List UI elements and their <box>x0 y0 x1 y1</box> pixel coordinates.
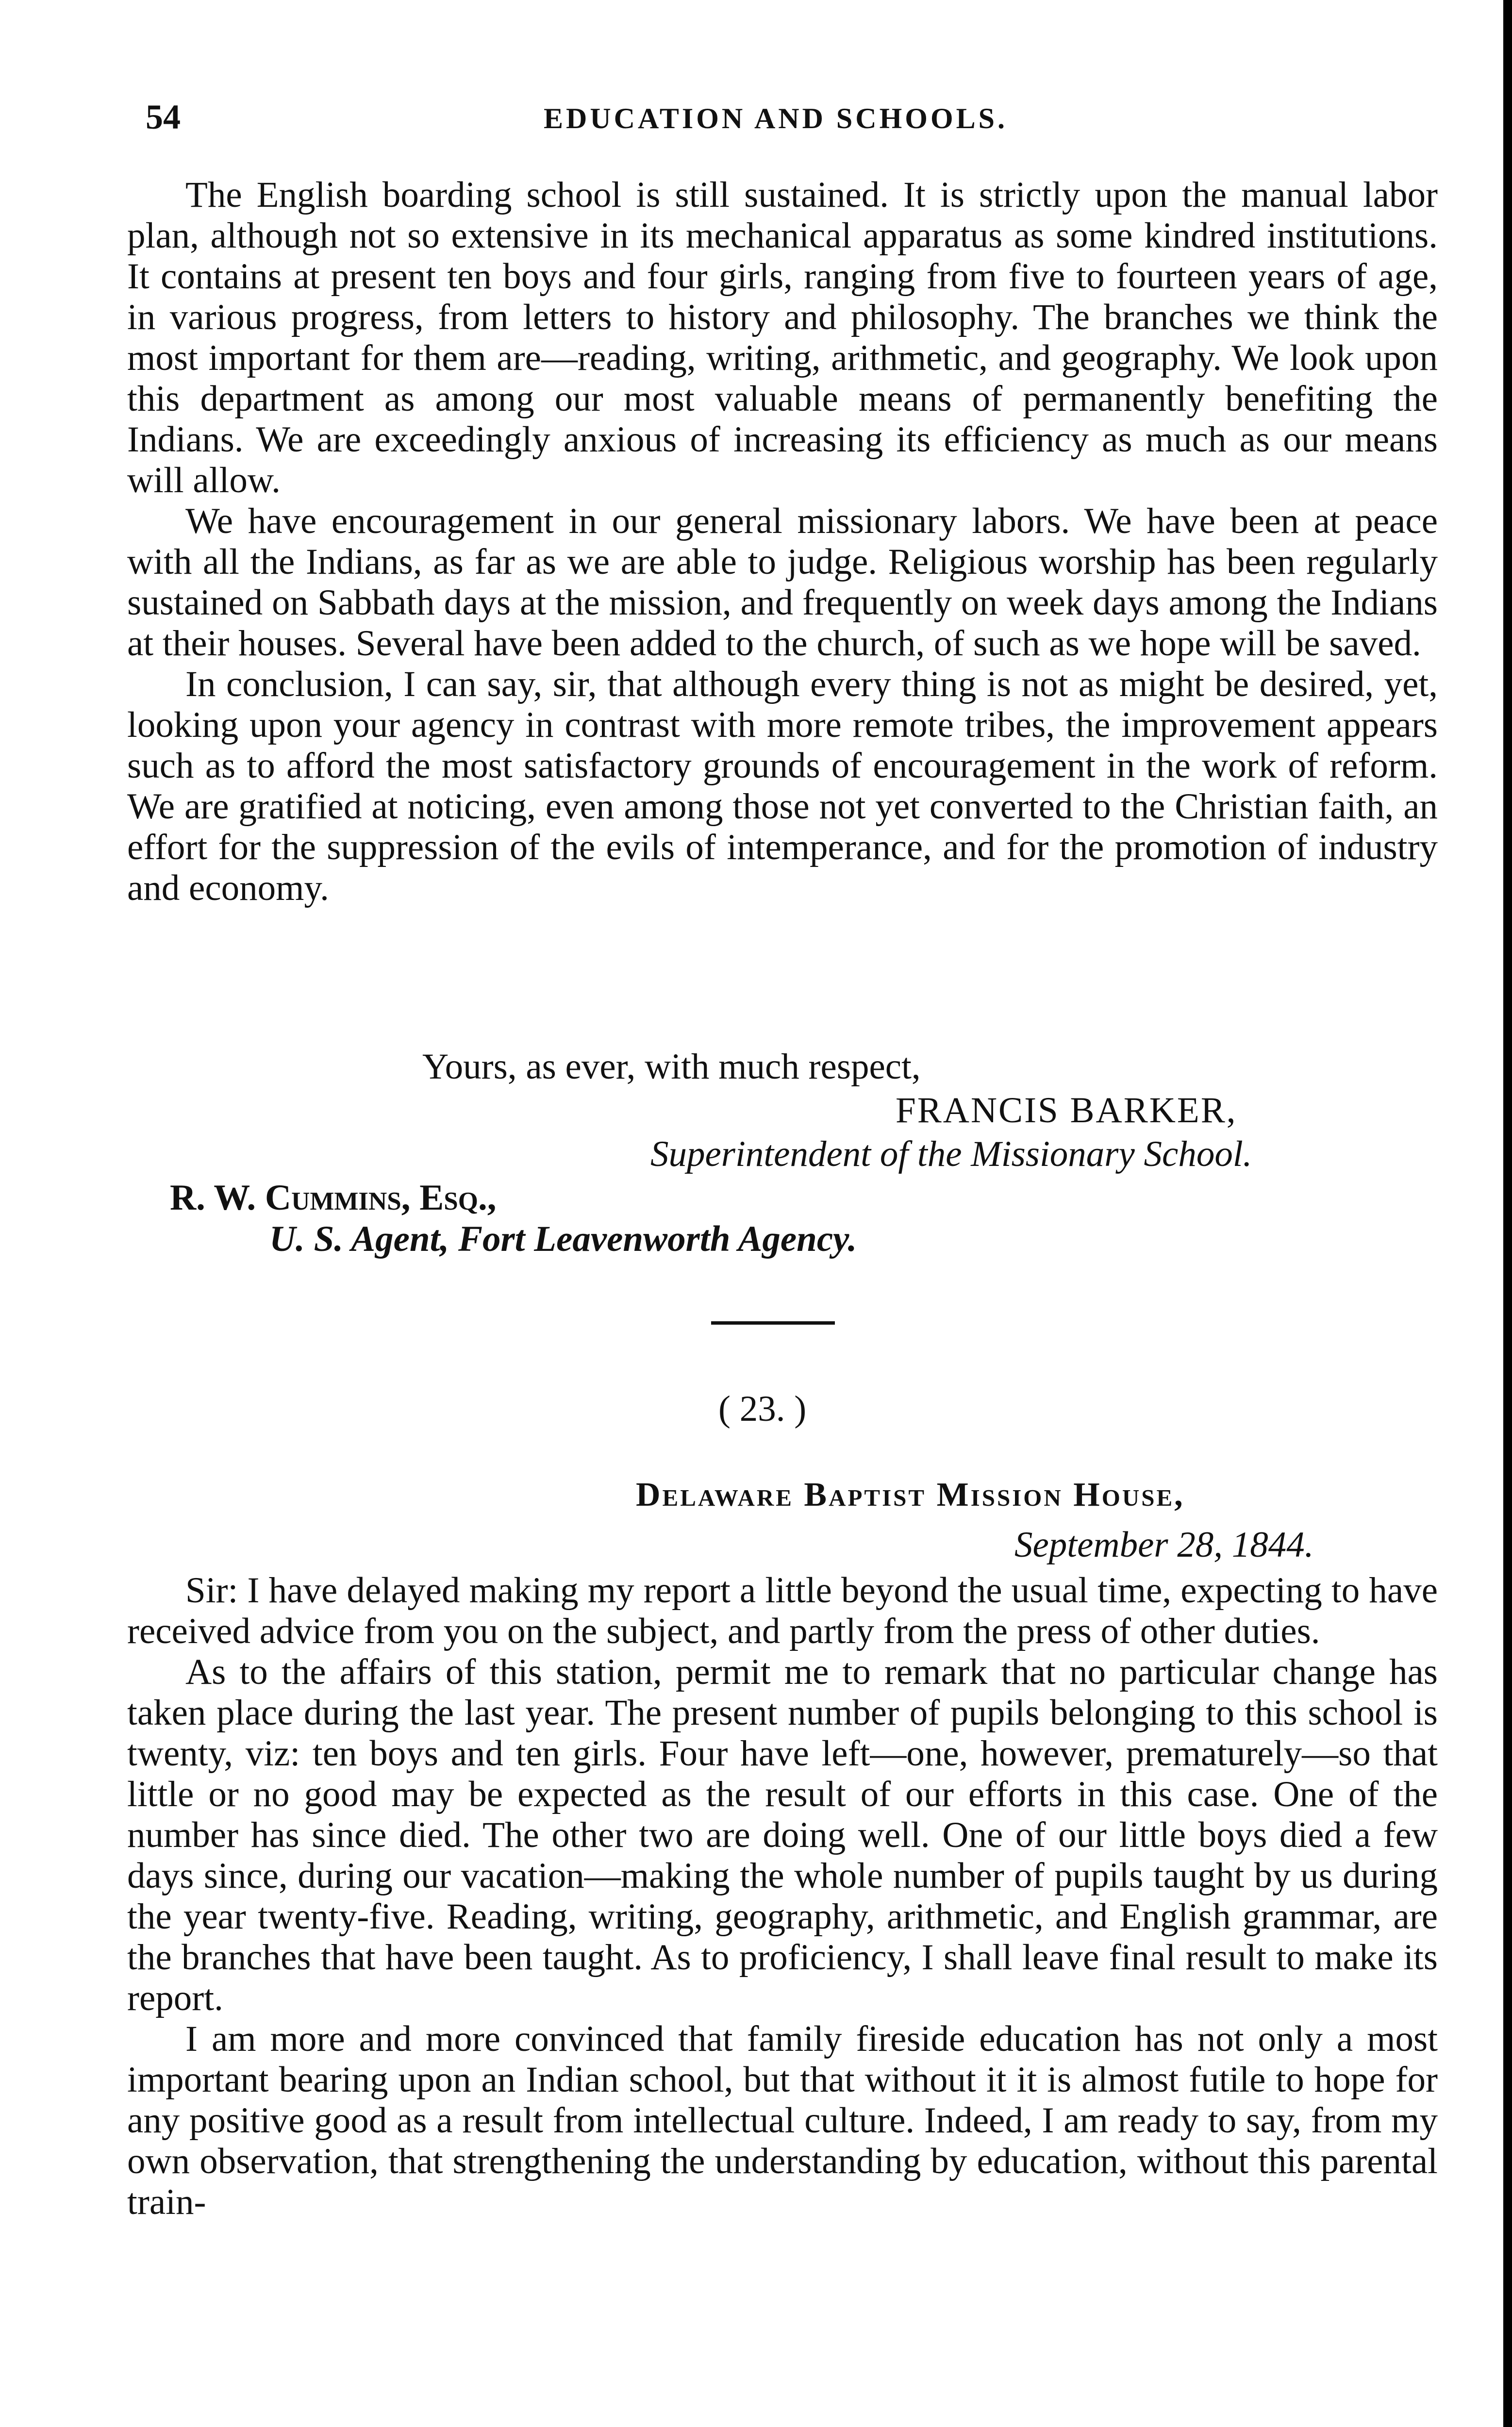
paragraph: As to the affairs of this station, permit me to remark that no particular change has taken place during the last year. The present number of pupils belonging to this school is twenty, viz: ten boys and ten girls. Four have left—one, however, prematurely—so that little or no good may be expected as the result of our efforts in this case. One of the number has since died. The other two are doing well. One of our little boys died a few days since, during our vacation—making the whole number of pupils taught by us during the year twenty-five. Reading, writing, geography, arithmetic, and English grammar, are the branches that have been taught. As to proficiency, I shall leave final result to make its report. <box>127 1652 1438 2018</box>
letter-signoff: Yours, as ever, with much respect, <box>422 1047 921 1087</box>
document-number: ( 23. ) <box>718 1389 807 1429</box>
addressee-title: U. S. Agent, Fort Leavenworth Agency. <box>269 1219 857 1259</box>
letter-place: Delaware Baptist Mission House, <box>636 1476 1185 1513</box>
running-head: EDUCATION AND SCHOOLS. <box>544 102 1008 134</box>
paragraph: Sir: I have delayed making my report a little beyond the usual time, expecting to have received advice from you on the subject, and partly from the press of other duties. <box>127 1570 1438 1651</box>
addressee-name: R. W. Cummins, Esq., <box>170 1178 497 1218</box>
scan-edge-right <box>1503 0 1512 2427</box>
letter-one-body <box>127 175 1438 909</box>
section-divider <box>711 1321 835 1325</box>
page-number: 54 <box>146 98 181 136</box>
paragraph: I am more and more convinced that family fireside education has not only a most important bearing upon an Indian school, but that without it it is almost futile to hope for any positive good as a result from intellectual culture. Indeed, I am ready to say, from my own observation, that strengthening the understanding by education, without this parental train- <box>127 2019 1438 2222</box>
signature-title: Superintendent of the Missionary School. <box>650 1134 1252 1174</box>
signature-name: FRANCIS BARKER, <box>896 1090 1237 1130</box>
letter-two-body <box>127 1570 1438 2223</box>
paragraph: We have encouragement in our general missionary labors. We have been at peace with all the Indians, as far as we are able to judge. Religious worship has been regularly sustained on Sabbath days at the mission, and frequently on week days among the Indians at their houses. Several have been added to the church, of such as we hope will be saved. <box>127 501 1438 664</box>
paragraph: In conclusion, I can say, sir, that although every thing is not as might be desired, yet, looking upon your agency in contrast with more remote tribes, the improvement appears such as to afford the most satisfactory grounds of encouragement in the work of reform. We are gratified at noticing, even among those not yet converted to the Christian faith, an effort for the suppression of the evils of intemperance, and for the promotion of industry and economy. <box>127 664 1438 908</box>
paragraph: The English boarding school is still sustained. It is strictly upon the manual labor plan, although not so extensive in its mechanical apparatus as some kindred institutions. It contains at present ten boys and four girls, ranging from five to fourteen years of age, in various progress, from letters to history and philosophy. The branches we think the most important for them are—reading, writing, arithmetic, and geography. We look upon this department as among our most valuable means of permanently benefiting the Indians. We are exceedingly anxious of increasing its efficiency as much as our means will allow. <box>127 175 1438 500</box>
letter-date: September 28, 1844. <box>1014 1525 1314 1565</box>
page-header <box>146 97 1408 141</box>
